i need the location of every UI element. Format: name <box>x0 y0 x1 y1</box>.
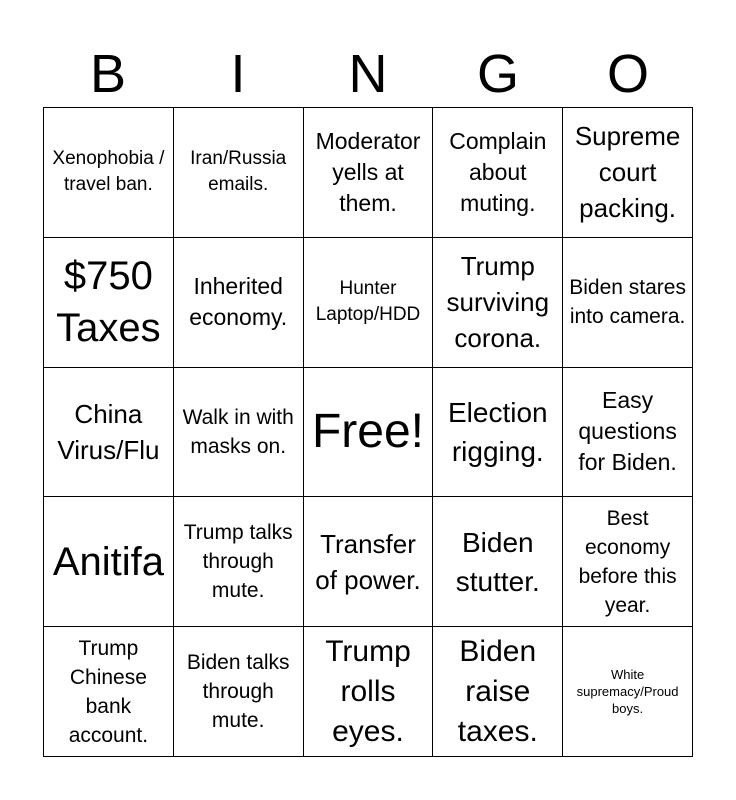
bingo-cell[interactable]: Hunter Laptop/HDD <box>304 238 434 368</box>
header-letter-g: G <box>476 44 519 104</box>
bingo-cell[interactable]: Trump Chinese bank account. <box>44 627 174 757</box>
bingo-cell[interactable]: Trump talks through mute. <box>174 497 304 627</box>
header-letter-n: N <box>348 44 388 104</box>
bingo-cell[interactable]: Iran/Russia emails. <box>174 108 304 238</box>
bingo-header <box>43 44 693 104</box>
header-letter-i: I <box>230 44 246 104</box>
bingo-cell[interactable]: Best economy before this year. <box>563 497 693 627</box>
bingo-cell[interactable]: White supremacy/Proud boys. <box>563 627 693 757</box>
bingo-cell[interactable]: Transfer of power. <box>304 497 434 627</box>
bingo-cell[interactable]: China Virus/Flu <box>44 368 174 498</box>
bingo-cell[interactable]: Trump surviving corona. <box>433 238 563 368</box>
bingo-cell[interactable]: Biden stares into camera. <box>563 238 693 368</box>
bingo-cell[interactable]: Anitifa <box>44 497 174 627</box>
header-letter-o: O <box>606 44 649 104</box>
bingo-cell[interactable]: Inherited economy. <box>174 238 304 368</box>
header-letter-b: B <box>89 44 127 104</box>
bingo-cell[interactable]: Moderator yells at them. <box>304 108 434 238</box>
bingo-cell[interactable]: Complain about muting. <box>433 108 563 238</box>
bingo-cell[interactable]: Supreme court packing. <box>563 108 693 238</box>
bingo-cell[interactable]: Walk in with masks on. <box>174 368 304 498</box>
bingo-cell[interactable]: Election rigging. <box>433 368 563 498</box>
bingo-cell[interactable]: Biden stutter. <box>433 497 563 627</box>
bingo-cell[interactable]: Biden raise taxes. <box>433 627 563 757</box>
bingo-cell[interactable]: Biden talks through mute. <box>174 627 304 757</box>
bingo-cell[interactable]: Easy questions for Biden. <box>563 368 693 498</box>
bingo-card-grid <box>43 107 693 757</box>
bingo-cell[interactable]: Trump rolls eyes. <box>304 627 434 757</box>
free-space-cell[interactable]: Free! <box>304 368 434 498</box>
bingo-cell[interactable]: Xenophobia / travel ban. <box>44 108 174 238</box>
bingo-cell[interactable]: $750 Taxes <box>44 238 174 368</box>
